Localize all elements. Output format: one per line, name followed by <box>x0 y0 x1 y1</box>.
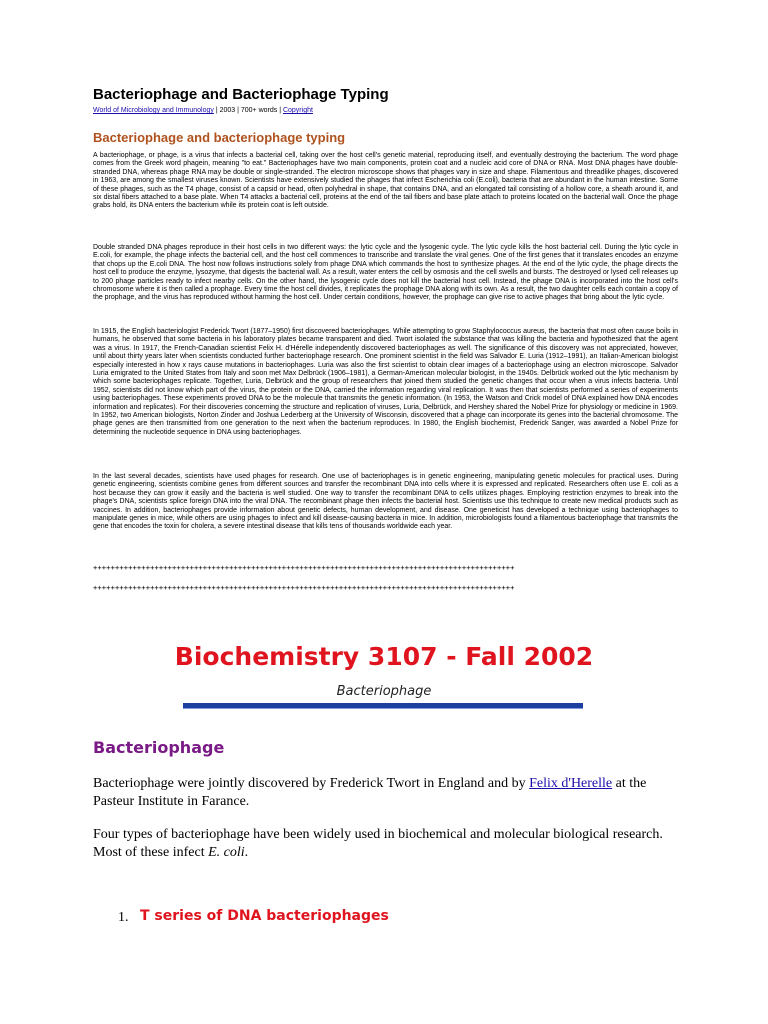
source-link[interactable]: World of Microbiology and Immunology <box>93 107 214 114</box>
paragraph-4: In the last several decades, scientists have used phages for research. One use of bacteriophages is in genetic engineering, manipulating genetic molecules for practical uses. During genetic engineering, scientists combine genes from different sources and transfer the recombinant DNA into cells where it is expressed and replicated. Researchers often use E. coli as a host because they can grow it easily and the bacteria is well studied. One way to transfer the recombinant DNA to cells utilizes phages. Employing restriction enzymes to break into the phage's DNA, scientists splice foreign DNA into the viral DNA. The recombinant phage then infects the bacterial host. Scientists use this technique to create new medical products such as vaccines. In addition, bacteriophages provide information about genetic defects, human development, and disease. One geneticist has developed a technique using bacteriophages to manipulate genes in mice, while others are using phages to infect and kill disease-causing bacteria in mice. In addition, microbiologists found a filamentous bacteriophage that transmits the gene that encodes the toxin for cholera, a severe intestinal disease that kills tens of thousands worldwide each year. <box>93 473 678 531</box>
section-paragraph-1 <box>93 775 683 811</box>
para1-text-b: at the Pasteur Institute in Farance. <box>93 776 647 809</box>
paragraph-2: Double stranded DNA phages reproduce in their host cells in two different ways: the lytic cycle and the lysogenic cycle. The lytic cycle kills the host bacterial cell. During the lytic cycle in E.coli, for example, the phage infects the bacterial cell, and the host cell commences to transcribe and translate the viral genes. One of the first genes that it translates encodes an enzyme that chops up the E.coli DNA. The host now follows instructions solely from phage DNA which commands the host to synthesize phages. At the end of the lytic cycle, the phage directs the host cell to produce the enzyme, lysozyme, that digests the bacterial wall. As a result, water enters the cell by osmosis and the cell swells and bursts. The destroyed or lysed cell releases up to 200 phage particles ready to infect nearby cells. On the other hand, the lysogenic cycle does not kill the bacterial host cell. Instead, the phage DNA is incorporated into the host cell's chromosome where it is then called a prophage. Every time the host cell divides, it replicates the prophage DNA along with its own. As a result, the two daughter cells each contain a copy of the prophage, and the virus has reproduced without harming the host cell. Under certain conditions, however, the prophage can give rise to active phages that bring about the lytic cycle. <box>93 244 678 302</box>
section-heading: Bacteriophage <box>93 738 225 757</box>
list-number: 1. <box>118 910 129 925</box>
course-title: Biochemistry 3107 - Fall 2002 <box>174 642 594 671</box>
paragraph-1: A bacteriophage, or phage, is a virus that infects a bacterial cell, taking over the host cell's genetic material, reproducing itself, and eventually destroying the bacterium. The word phage comes from the Greek word phagein, meaning "to eat." Bacteriophages have two main components, protein coat and a nucleic acid core of DNA or RNA. Most DNA phages have double-stranded DNA, whereas phage RNA may be double or single-stranded. The electron microscope shows that phages vary in size and shape. Filamentous and threadlike phages, discovered in 1963, are among the smallest viruses known. Scientists have extensively studied the phages that infect Escherichia coli (E.coli), bacteria that are abundant in the human intestine. Some of these phages, such as the T4 phage, consist of a capsid or head, often polyhedral in shape, that contains DNA, and an elongated tail consisting of a hollow core, a sheath around it, and six distal fibers attached to a base plate. When T4 attacks a bacterial cell, proteins at the end of the tail fibers and base plate attach to proteins located on the bacterial wall. Once the phage grabs hold, its DNA enters the bacterium while its protein coat is left outside. <box>93 152 678 210</box>
para1-text-a: Bacteriophage were jointly discovered by Frederick Twort in England and by <box>93 776 530 791</box>
para2-end: . <box>244 845 249 860</box>
felix-link[interactable]: Felix d'Herelle <box>529 776 613 791</box>
list-item: T series of DNA bacteriophages <box>140 908 389 924</box>
section-paragraph-2 <box>93 826 683 862</box>
separator-line-1: ++++++++++++++++++++++++++++++++++++++++++++++++++++++++++++++++++++++++++++++++++++++++++++++++ <box>93 563 515 572</box>
article-title: Bacteriophage and Bacteriophage Typing <box>93 86 389 103</box>
paragraph-3: In 1915, the English bacteriologist Frederick Twort (1877–1950) first discovered bacteriophages. While attempting to grow Staphylococcus aureus, the bacteria that most often cause boils in humans, he observed that some bacteria in his laboratory plates became transparent and died. Twort isolated the substance that was killing the bacteria and hypothesized that the agent was a virus. In 1917, the French-Canadian scientist Felix H. d'Hérelle independently discovered bacteriophages as well. The significance of this discovery was not appreciated, however, until about thirty years later when scientists conducted further bacteriophage research. One prominent scientist in the field was Salvador E. Luria (1912–1991), an Italian-American biologist especially interested in how x rays cause mutations in bacteriophages. Luria was also the first scientist to obtain clear images of a bacteriophage using an electron microscope. Salvador Luria emigrated to the United States from Italy and soon met Max Delbrück (1906–1981), a German-American molecular biologist, in the 1940s. Delbrück worked out the lytic mechanism by which some bacteriophages replicate. Together, Luria, Delbrück and the group of researchers that joined them studied the genetic changes that occur when a virus infects bacteria. Until 1952, scientists did not know which part of the virus, the protein or the DNA, carried the information regarding viral replication. It was then that scientists performed a series of experiments using bacteriophages. These experiments proved DNA to be the molecule that transmits the genetic information. (In 1953, the Watson and Crick model of DNA explained how DNA encodes information and replicates). For their discoveries concerning the structure and replication of viruses, Luria, Delbrück, and Hershey shared the Nobel Prize for physiology or medicine in 1969. In 1952, two American biologists, Norton Zinder and Joshua Lederberg at the University of Wisconsin, discovered that a phage can incorporate its genes into the bacterial chromosome. The phage genes are then transmitted from one generation to the next when the bacterium reproduces. In 1980, the English biochemist, Frederick Sanger, was awarded a Nobel Prize for determining the nucleotide sequence in DNA using bacteriophages. <box>93 328 678 436</box>
para2-text: Four types of bacteriophage have been widely used in biochemical and molecular biological research. Most of these infect <box>93 827 663 860</box>
course-subtitle: Bacteriophage <box>336 684 432 699</box>
blue-divider-shadow <box>183 708 583 709</box>
article-subtitle: Bacteriophage and bacteriophage typing <box>93 130 346 145</box>
article-meta <box>93 107 313 114</box>
separator-line-2: ++++++++++++++++++++++++++++++++++++++++++++++++++++++++++++++++++++++++++++++++++++++++++++++++ <box>93 583 515 592</box>
meta-text: | 2003 | 700+ words | <box>213 107 283 114</box>
para2-italic: E. coli <box>208 845 245 860</box>
copyright-link[interactable]: Copyright <box>282 107 313 114</box>
